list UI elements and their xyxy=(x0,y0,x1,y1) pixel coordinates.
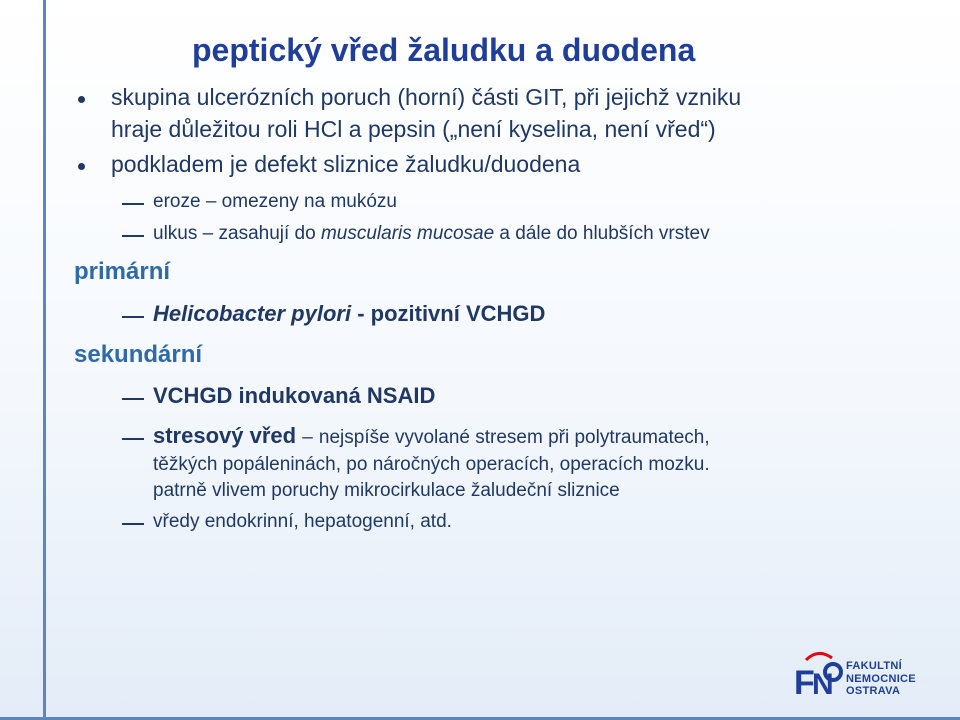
bullet-dot xyxy=(78,163,85,170)
dash-sep: – xyxy=(205,191,217,212)
secondary-item-2-line2: těžkých popáleninách, po náročných operacích, operacích mozku. xyxy=(153,454,710,475)
heading-secondary: sekundární xyxy=(74,341,203,368)
secondary-item-2 xyxy=(153,423,710,449)
dash-marker xyxy=(122,203,144,205)
sub-item-ulkus xyxy=(153,223,710,245)
dash-sep: – xyxy=(202,223,214,244)
bullet-dot xyxy=(78,96,85,103)
item-rest: - pozitivní VCHGD xyxy=(351,301,546,326)
definition-italic: muscularis mucosae xyxy=(320,223,495,244)
bullet-text-1: skupina ulcerózních poruch (horní) části GIT, při jejichž vzniku xyxy=(111,84,742,110)
dash-marker xyxy=(122,316,144,318)
secondary-item-3: vředy endokrinní, hepatogenní, atd. xyxy=(153,511,452,532)
dash-marker xyxy=(122,523,144,525)
term: eroze xyxy=(153,191,201,212)
secondary-item-2-line3: patrně vlivem poruchy mikrocirkulace žaludeční sliznice xyxy=(153,480,620,501)
bullet-text-2: podkladem je defekt sliznice žaludku/duodena xyxy=(111,151,581,177)
slide-title: peptický vřed žaludku a duodena xyxy=(192,32,696,68)
logo-line-2: NEMOCNICE xyxy=(846,672,916,685)
definition-b: a dále do hlubších vrstev xyxy=(499,223,710,244)
logo-wordmark xyxy=(846,660,916,698)
logo-line-1: FAKULTNÍ xyxy=(846,660,902,672)
sub-item-eroze xyxy=(153,191,397,213)
primary-item xyxy=(153,301,545,327)
secondary-item-1: VCHGD indukovaná NSAID xyxy=(153,383,436,408)
svg-text:F: F xyxy=(794,664,815,702)
definition: omezeny na mukózu xyxy=(221,191,397,212)
fno-logo-mark-icon xyxy=(792,650,844,702)
definition-a: zasahují do xyxy=(218,223,316,244)
bacterium-name: Helicobacter pylori xyxy=(153,301,352,326)
bullet-text-1-cont: hraje důležitou roli HCl a pepsin („není kyselina, není vřed“) xyxy=(111,116,716,142)
logo-line-3: OSTRAVA xyxy=(846,685,901,697)
dash-sep: – xyxy=(302,427,313,448)
term: ulkus xyxy=(153,223,198,244)
stress-ulcer-text: nejspíše vyvolané stresem při polytraumatech, xyxy=(318,427,710,448)
dash-marker xyxy=(122,235,144,237)
stress-ulcer-term: stresový vřed xyxy=(153,423,297,448)
svg-text:N: N xyxy=(812,668,834,701)
hospital-logo xyxy=(792,650,952,706)
dash-marker xyxy=(122,398,144,400)
heading-primary: primární xyxy=(74,258,171,285)
dash-marker xyxy=(122,438,144,440)
